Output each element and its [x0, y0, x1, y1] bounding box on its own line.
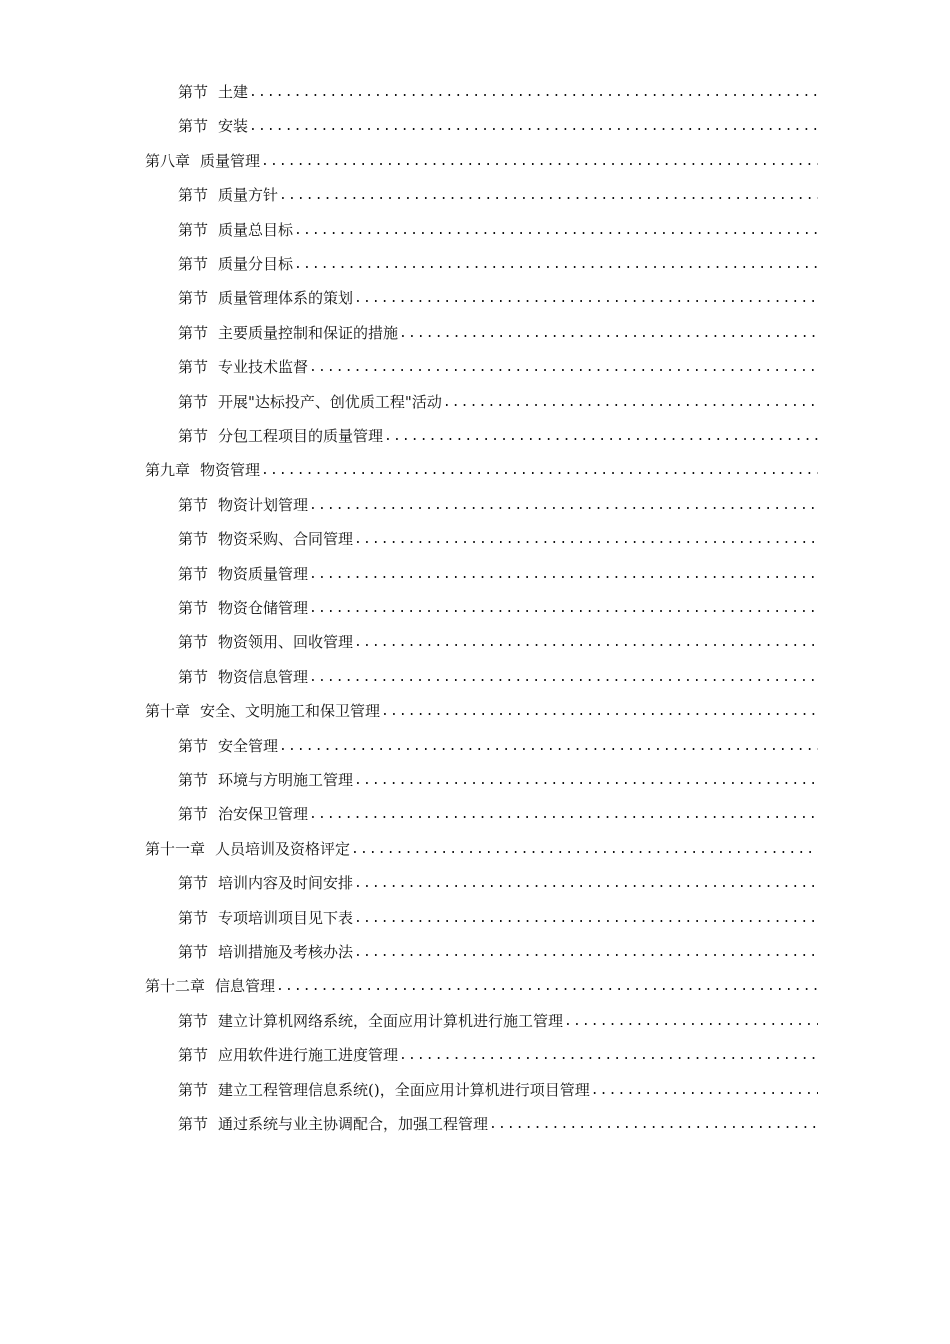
toc-entry-title: 治安保卫管理	[218, 805, 309, 823]
toc-entry-title: 信息管理	[215, 977, 276, 995]
toc-entry-number: 第节	[178, 737, 209, 755]
toc-entry-number: 第节	[178, 255, 209, 273]
toc-dot-leader	[399, 325, 818, 343]
toc-section-entry[interactable]	[178, 732, 818, 756]
toc-entry-title: 质量管理体系的策划	[218, 289, 354, 307]
toc-section-entry[interactable]	[178, 800, 818, 824]
toc-entry-number: 第节	[178, 530, 209, 548]
toc-section-entry[interactable]	[178, 663, 818, 687]
toc-section-entry[interactable]	[178, 284, 818, 308]
toc-section-entry[interactable]	[178, 904, 818, 928]
toc-dot-leader	[261, 153, 818, 171]
toc-dot-leader	[354, 910, 818, 928]
toc-dot-leader	[309, 669, 818, 687]
toc-section-entry[interactable]	[178, 250, 818, 274]
toc-entry-title: 安全管理	[218, 737, 279, 755]
toc-dot-leader	[249, 118, 818, 136]
toc-entry-title: 开展"达标投产、创优质工程"活动	[218, 393, 442, 411]
toc-entry-number: 第节	[178, 221, 209, 239]
toc-dot-leader	[309, 806, 818, 824]
toc-dot-leader	[591, 1082, 818, 1100]
toc-section-entry[interactable]	[178, 1041, 818, 1065]
toc-section-entry[interactable]	[178, 628, 818, 652]
toc-chapter-entry[interactable]	[145, 147, 818, 171]
toc-entry-number: 第节	[178, 1012, 209, 1030]
toc-section-entry[interactable]	[178, 1110, 818, 1134]
toc-dot-leader	[384, 428, 818, 446]
toc-entry-number: 第节	[178, 393, 209, 411]
toc-entry-title: 物资仓储管理	[218, 599, 309, 617]
toc-dot-leader	[276, 978, 818, 996]
toc-section-entry[interactable]	[178, 1076, 818, 1100]
toc-entry-number: 第节	[178, 805, 209, 823]
toc-dot-leader	[309, 497, 818, 515]
toc-entry-number: 第十章	[145, 702, 191, 720]
toc-section-entry[interactable]	[178, 112, 818, 136]
toc-dot-leader	[399, 1047, 818, 1065]
toc-dot-leader	[354, 944, 818, 962]
toc-entry-title: 物资计划管理	[218, 496, 309, 514]
toc-dot-leader	[294, 256, 818, 274]
toc-section-entry[interactable]	[178, 594, 818, 618]
toc-entry-title: 安装	[218, 117, 249, 135]
toc-dot-leader	[261, 462, 818, 480]
toc-dot-leader	[354, 531, 818, 549]
toc-entry-number: 第节	[178, 289, 209, 307]
toc-section-entry[interactable]	[178, 216, 818, 240]
toc-entry-title: 通过系统与业主协调配合，加强工程管理	[218, 1115, 489, 1133]
toc-entry-number: 第节	[178, 909, 209, 927]
toc-entry-title: 人员培训及资格评定	[215, 840, 351, 858]
toc-section-entry[interactable]	[178, 491, 818, 515]
toc-section-entry[interactable]	[178, 938, 818, 962]
toc-entry-title: 物资质量管理	[218, 565, 309, 583]
toc-entry-title: 质量管理	[200, 152, 261, 170]
toc-dot-leader	[351, 841, 818, 859]
toc-entry-number: 第九章	[145, 461, 191, 479]
toc-chapter-entry[interactable]	[145, 972, 818, 996]
toc-entry-number: 第节	[178, 943, 209, 961]
toc-entry-title: 应用软件进行施工进度管理	[218, 1046, 399, 1064]
toc-entry-number: 第节	[178, 324, 209, 342]
toc-section-entry[interactable]	[178, 388, 818, 412]
toc-section-entry[interactable]	[178, 1007, 818, 1031]
toc-entry-title: 主要质量控制和保证的措施	[218, 324, 399, 342]
toc-section-entry[interactable]	[178, 525, 818, 549]
toc-entry-title: 专业技术监督	[218, 358, 309, 376]
toc-entry-title: 土建	[218, 83, 249, 101]
toc-section-entry[interactable]	[178, 78, 818, 102]
toc-entry-number: 第节	[178, 1046, 209, 1064]
toc-dot-leader	[381, 703, 818, 721]
toc-entry-title: 质量分目标	[218, 255, 294, 273]
toc-chapter-entry[interactable]	[145, 835, 818, 859]
toc-section-entry[interactable]	[178, 319, 818, 343]
toc-entry-number: 第节	[178, 117, 209, 135]
toc-chapter-entry[interactable]	[145, 456, 818, 480]
toc-entry-number: 第节	[178, 427, 209, 445]
toc-section-entry[interactable]	[178, 560, 818, 584]
toc-chapter-entry[interactable]	[145, 697, 818, 721]
toc-section-entry[interactable]	[178, 766, 818, 790]
toc-section-entry[interactable]	[178, 353, 818, 377]
toc-dot-leader	[564, 1013, 818, 1031]
toc-section-entry[interactable]	[178, 869, 818, 893]
toc-entry-number: 第节	[178, 83, 209, 101]
toc-entry-title: 物资采购、合同管理	[218, 530, 354, 548]
toc-entry-title: 质量总目标	[218, 221, 294, 239]
toc-entry-number: 第节	[178, 186, 209, 204]
toc-entry-number: 第节	[178, 633, 209, 651]
toc-entry-number: 第节	[178, 771, 209, 789]
toc-dot-leader	[309, 600, 818, 618]
toc-dot-leader	[354, 875, 818, 893]
toc-section-entry[interactable]	[178, 422, 818, 446]
toc-entry-number: 第节	[178, 599, 209, 617]
toc-dot-leader	[294, 222, 818, 240]
toc-entry-title: 分包工程项目的质量管理	[218, 427, 384, 445]
toc-entry-title: 培训内容及时间安排	[218, 874, 354, 892]
toc-entry-number: 第节	[178, 496, 209, 514]
toc-entry-number: 第节	[178, 874, 209, 892]
toc-dot-leader	[279, 187, 818, 205]
toc-entry-number: 第节	[178, 1081, 209, 1099]
toc-entry-title: 培训措施及考核办法	[218, 943, 354, 961]
toc-entry-number: 第节	[178, 565, 209, 583]
toc-dot-leader	[489, 1116, 818, 1134]
toc-entry-title: 物资管理	[200, 461, 261, 479]
toc-dot-leader	[354, 772, 818, 790]
toc-entry-title: 专项培训项目见下表	[218, 909, 354, 927]
toc-entry-title: 质量方针	[218, 186, 279, 204]
toc-entry-number: 第十二章	[145, 977, 206, 995]
toc-dot-leader	[354, 634, 818, 652]
toc-entry-title: 建立工程管理信息系统()，全面应用计算机进行项目管理	[218, 1081, 590, 1099]
toc-entry-number: 第节	[178, 1115, 209, 1133]
toc-entry-title: 物资领用、回收管理	[218, 633, 354, 651]
toc-entry-title: 环境与方明施工管理	[218, 771, 354, 789]
toc-dot-leader	[354, 290, 818, 308]
toc-entry-number: 第节	[178, 668, 209, 686]
toc-dot-leader	[309, 566, 818, 584]
toc-dot-leader	[249, 84, 818, 102]
toc-dot-leader	[443, 394, 818, 412]
toc-entry-title: 物资信息管理	[218, 668, 309, 686]
toc-dot-leader	[279, 738, 818, 756]
toc-entry-number: 第十一章	[145, 840, 206, 858]
toc-entry-title: 安全、文明施工和保卫管理	[200, 702, 381, 720]
toc-dot-leader	[309, 359, 818, 377]
toc-entry-number: 第节	[178, 358, 209, 376]
toc-section-entry[interactable]	[178, 181, 818, 205]
toc-entry-title: 建立计算机网络系统，全面应用计算机进行施工管理	[218, 1012, 564, 1030]
toc-entry-number: 第八章	[145, 152, 191, 170]
